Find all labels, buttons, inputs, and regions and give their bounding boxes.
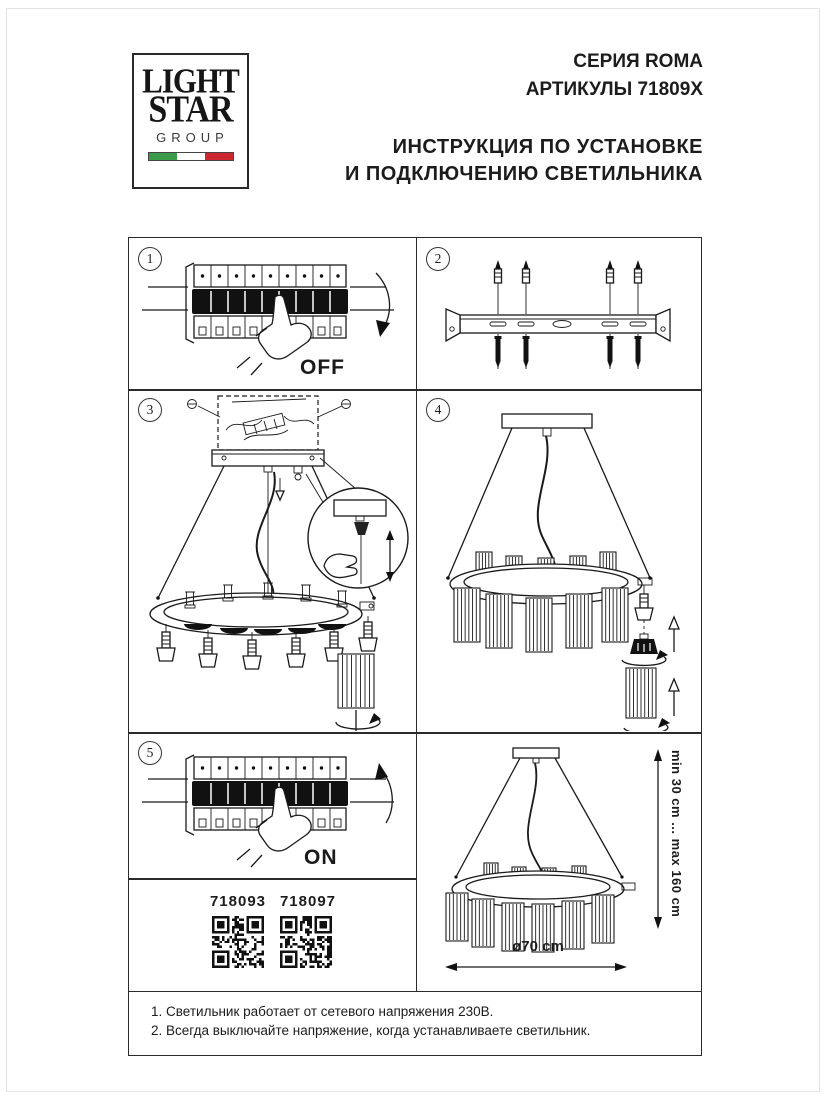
note-line-1: 1. Светильник работает от сетевого напряжения 230В.	[151, 1004, 494, 1019]
canopy-assembly-drawing	[128, 388, 416, 731]
step-1-badge: 1	[138, 247, 162, 271]
qr-code-718097	[280, 916, 332, 968]
article-code-left: 718093	[209, 893, 267, 910]
shade-icon	[626, 668, 656, 718]
shade-icon	[454, 588, 480, 642]
socket-and-bulb-detail	[622, 585, 679, 665]
title-block	[280, 48, 703, 188]
shade-install-drawing	[416, 388, 700, 731]
terminal-block-wires	[226, 399, 314, 440]
shade-icon	[446, 893, 468, 941]
article-code-right: 718097	[279, 893, 337, 910]
breaker-on-drawing	[128, 731, 416, 877]
rotate-down-arrow	[376, 273, 390, 327]
ceiling-screw-icon	[188, 400, 351, 418]
grid-divider-qr	[129, 878, 417, 880]
logo-word-light: LIGHT	[142, 60, 239, 101]
notes-box	[128, 990, 702, 1056]
power-cable	[257, 472, 275, 604]
breaker-off-drawing	[128, 237, 416, 388]
note-line-2: 2. Всегда выключайте напряжение, когда устанавливаете светильник.	[151, 1023, 591, 1038]
anchor-icon	[495, 336, 642, 368]
logo-word-star: STAR	[148, 88, 233, 131]
logo-word-group: GROUP	[156, 130, 229, 145]
lightstar-logo	[132, 53, 249, 189]
qr-code-718093	[212, 916, 264, 968]
step-2-badge: 2	[426, 247, 450, 271]
articles-title: АРТИКУЛЫ 71809X	[525, 79, 703, 100]
mounting-bracket-drawing	[416, 237, 700, 388]
cable-adjuster-detail	[308, 488, 408, 588]
on-label: ON	[304, 846, 338, 869]
step-4-badge: 4	[426, 398, 450, 422]
instruction-line-2: И ПОДКЛЮЧЕНИЮ СВЕТИЛЬНИКА	[344, 163, 703, 185]
screw-icon	[495, 260, 642, 283]
off-label: OFF	[300, 356, 345, 379]
series-title: СЕРИЯ ROMA	[573, 51, 703, 72]
instruction-title	[280, 134, 703, 188]
height-dimension-arrow	[654, 749, 662, 929]
height-range-label: min 30 cm ... max 160 cm	[669, 750, 684, 918]
step-3-badge: 3	[138, 398, 162, 422]
diameter-dimension-arrow	[445, 963, 627, 971]
diameter-label: ø70 cm	[512, 938, 564, 955]
step-5-badge: 5	[138, 741, 162, 765]
instruction-line-1: ИНСТРУКЦИЯ ПО УСТАНОВКЕ	[392, 136, 703, 158]
italian-flag-icon	[148, 152, 234, 161]
shade-icon	[338, 654, 374, 708]
